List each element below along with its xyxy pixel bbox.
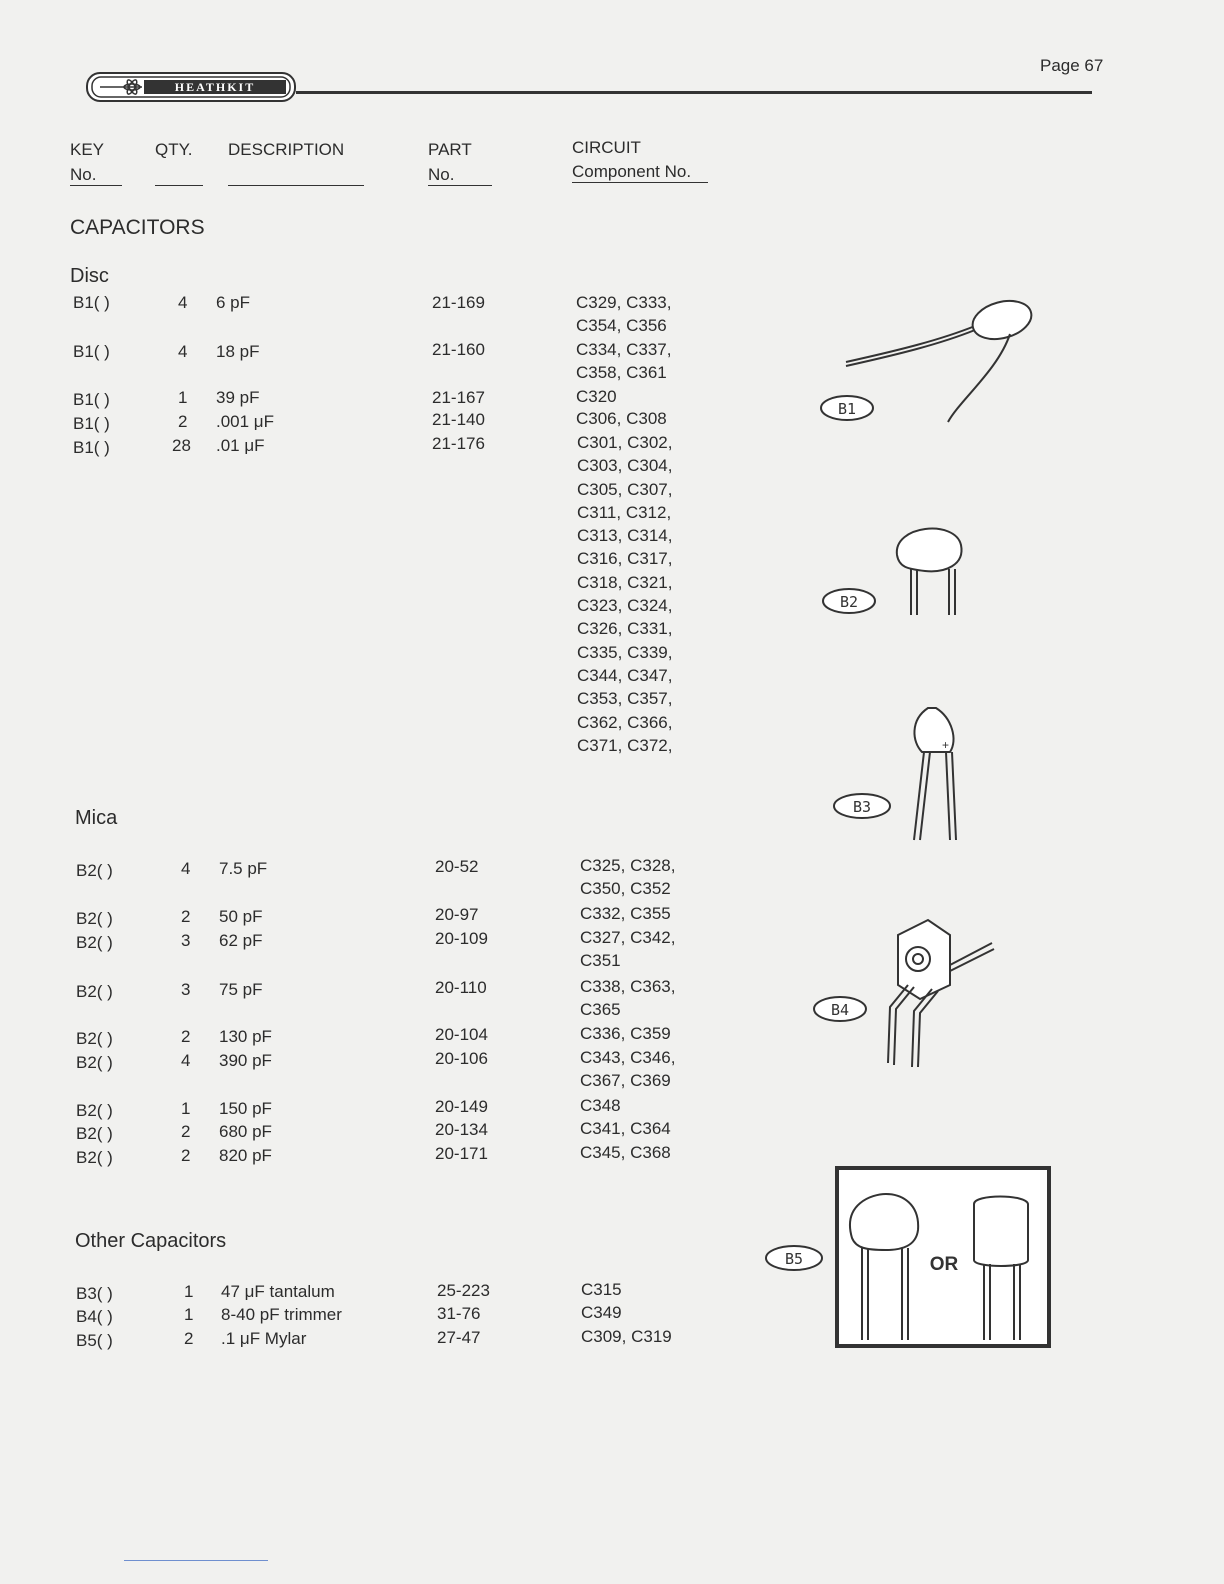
mylar-capacitor-figure (762, 1164, 1054, 1350)
key-cell: B2( ) (76, 1124, 113, 1143)
key-cell: B2( ) (76, 1029, 113, 1048)
key-cell: B2( ) (76, 909, 113, 928)
qty-cell: 28 (172, 436, 191, 455)
figure-callout-b2 (823, 589, 875, 613)
key-cell: B2( ) (76, 1053, 113, 1072)
qty-cell: 2 (181, 1122, 191, 1141)
desc-cell: 39 pF (216, 388, 260, 407)
figure-callout-b4 (814, 997, 866, 1021)
desc-cell: 8-40 pF trimmer (221, 1305, 342, 1324)
trimmer-capacitor-figure (810, 915, 1000, 1075)
key-cell: B2( ) (76, 982, 113, 1001)
qty-cell: 4 (181, 859, 191, 878)
desc-cell: 150 pF (219, 1099, 272, 1118)
qty-cell: 4 (178, 342, 188, 361)
circuit-cell: C341, C364 (580, 1119, 671, 1138)
section-mica: Mica (75, 807, 118, 829)
part-cell: 31-76 (437, 1304, 481, 1323)
header-rule (296, 91, 1092, 94)
key-cell: B5( ) (76, 1331, 113, 1350)
disc-capacitor-figure (810, 290, 1050, 430)
header-component-no: Component No. (572, 162, 692, 181)
part-cell: 21-176 (432, 434, 485, 453)
svg-text:B2: B2 (839, 593, 859, 611)
header-circuit-underline (572, 182, 708, 183)
part-cell: 21-140 (432, 410, 485, 429)
mica-capacitor-figure (815, 515, 975, 625)
qty-cell: 1 (184, 1282, 194, 1301)
part-cell: 20-106 (435, 1049, 488, 1068)
desc-cell: .001 μF (216, 412, 274, 431)
part-cell: 20-104 (435, 1025, 488, 1044)
circuit-cell: C306, C308 (576, 409, 667, 428)
key-cell: B1( ) (73, 438, 110, 457)
circuit-cell: C334, C337, C358, C361 (576, 340, 672, 383)
desc-cell: 820 pF (219, 1146, 272, 1165)
part-cell: 21-160 (432, 340, 485, 359)
circuit-cell: C315 (581, 1280, 622, 1299)
qty-cell: 1 (181, 1099, 191, 1118)
circuit-cell: C327, C342, C351 (580, 928, 676, 971)
figure-callout-b3 (834, 794, 890, 818)
svg-text:B4: B4 (830, 1001, 850, 1019)
figure-callout-b1 (821, 396, 873, 420)
section-disc: Disc (70, 265, 109, 287)
qty-cell: 2 (181, 907, 191, 926)
qty-cell: 2 (184, 1329, 194, 1348)
circuit-cell: C320 (576, 387, 617, 406)
key-cell: B1( ) (73, 293, 110, 312)
key-cell: B2( ) (76, 1148, 113, 1167)
svg-text:B1: B1 (837, 400, 857, 418)
circuit-cell: C336, C359 (580, 1024, 671, 1043)
header-part-no: No. (428, 165, 455, 184)
key-cell: B1( ) (73, 414, 110, 433)
figure-callout-b5 (766, 1246, 822, 1270)
circuit-cell: C309, C319 (581, 1327, 672, 1346)
desc-cell: .1 μF Mylar (221, 1329, 307, 1348)
header-desc-underline (228, 185, 364, 186)
desc-cell: 62 pF (219, 931, 263, 950)
header-qty-underline (155, 185, 203, 186)
svg-text:B3: B3 (852, 798, 872, 816)
circuit-cell: C329, C333, C354, C356 (576, 293, 672, 336)
desc-cell: 50 pF (219, 907, 263, 926)
circuit-cell: C349 (581, 1303, 622, 1322)
bottom-rule (124, 1560, 268, 1561)
qty-cell: 3 (181, 931, 191, 950)
section-other-capacitors: Other Capacitors (75, 1230, 227, 1252)
polarity-mark: + (942, 738, 950, 752)
part-cell: 20-52 (435, 857, 479, 876)
qty-cell: 2 (181, 1027, 191, 1046)
qty-cell: 4 (181, 1051, 191, 1070)
qty-cell: 4 (178, 293, 188, 312)
part-cell: 25-223 (437, 1281, 490, 1300)
part-cell: 21-167 (432, 388, 485, 407)
part-cell: 21-169 (432, 293, 485, 312)
header-circuit: CIRCUIT (572, 138, 641, 157)
key-cell: B4( ) (76, 1307, 113, 1326)
heathkit-logo (86, 72, 296, 102)
part-cell: 27-47 (437, 1328, 481, 1347)
key-cell: B3( ) (76, 1284, 113, 1303)
qty-cell: 3 (181, 980, 191, 999)
desc-cell: 6 pF (216, 293, 251, 312)
qty-cell: 2 (178, 412, 188, 431)
header-key-underline (70, 185, 122, 186)
qty-cell: 2 (181, 1146, 191, 1165)
circuit-cell: C332, C355 (580, 904, 671, 923)
section-capacitors: CAPACITORS (70, 216, 205, 239)
desc-cell: 75 pF (219, 980, 263, 999)
header-part-underline (428, 185, 492, 186)
header-key-no: No. (70, 165, 97, 184)
header-qty: QTY. (155, 140, 193, 159)
desc-cell: 47 μF tantalum (221, 1282, 335, 1301)
qty-cell: 1 (178, 388, 188, 407)
or-label: OR (929, 1254, 959, 1275)
svg-text:B5: B5 (784, 1250, 804, 1268)
part-cell: 20-171 (435, 1144, 488, 1163)
key-cell: B2( ) (76, 861, 113, 880)
header-part: PART (428, 140, 472, 159)
circuit-cell: C345, C368 (580, 1143, 671, 1162)
key-cell: B1( ) (73, 342, 110, 361)
circuit-cell: C338, C363, C365 (580, 977, 676, 1020)
key-cell: B2( ) (76, 1101, 113, 1120)
desc-cell: 7.5 pF (219, 859, 268, 878)
qty-cell: 1 (184, 1305, 194, 1324)
header-key: KEY (70, 140, 105, 159)
key-cell: B2( ) (76, 933, 113, 952)
circuit-cell: C343, C346, C367, C369 (580, 1048, 676, 1091)
circuit-cell: C301, C302, C303, C304, C305, C307, C311, C312, C313, C314, C316, C317, C318, C321, C323, C324, C326, C331, C335, C339, C344, C347, C353, C357, C362, C366, C371, C372, (577, 433, 673, 755)
desc-cell: 130 pF (219, 1027, 272, 1046)
desc-cell: 18 pF (216, 342, 260, 361)
desc-cell: 390 pF (219, 1051, 272, 1070)
desc-cell: 680 pF (219, 1122, 272, 1141)
part-cell: 20-134 (435, 1120, 488, 1139)
key-cell: B1( ) (73, 390, 110, 409)
circuit-cell: C348 (580, 1096, 621, 1115)
part-cell: 20-110 (435, 978, 487, 997)
part-cell: 20-149 (435, 1097, 488, 1116)
page-number: Page 67 (1040, 56, 1104, 75)
svg-text:HEATHKIT: HEATHKIT (174, 80, 256, 94)
header-description: DESCRIPTION (228, 140, 345, 159)
tantalum-capacitor-figure (830, 700, 970, 845)
part-cell: 20-109 (435, 929, 488, 948)
desc-cell: .01 μF (216, 436, 265, 455)
part-cell: 20-97 (435, 905, 479, 924)
circuit-cell: C325, C328, C350, C352 (580, 856, 676, 899)
